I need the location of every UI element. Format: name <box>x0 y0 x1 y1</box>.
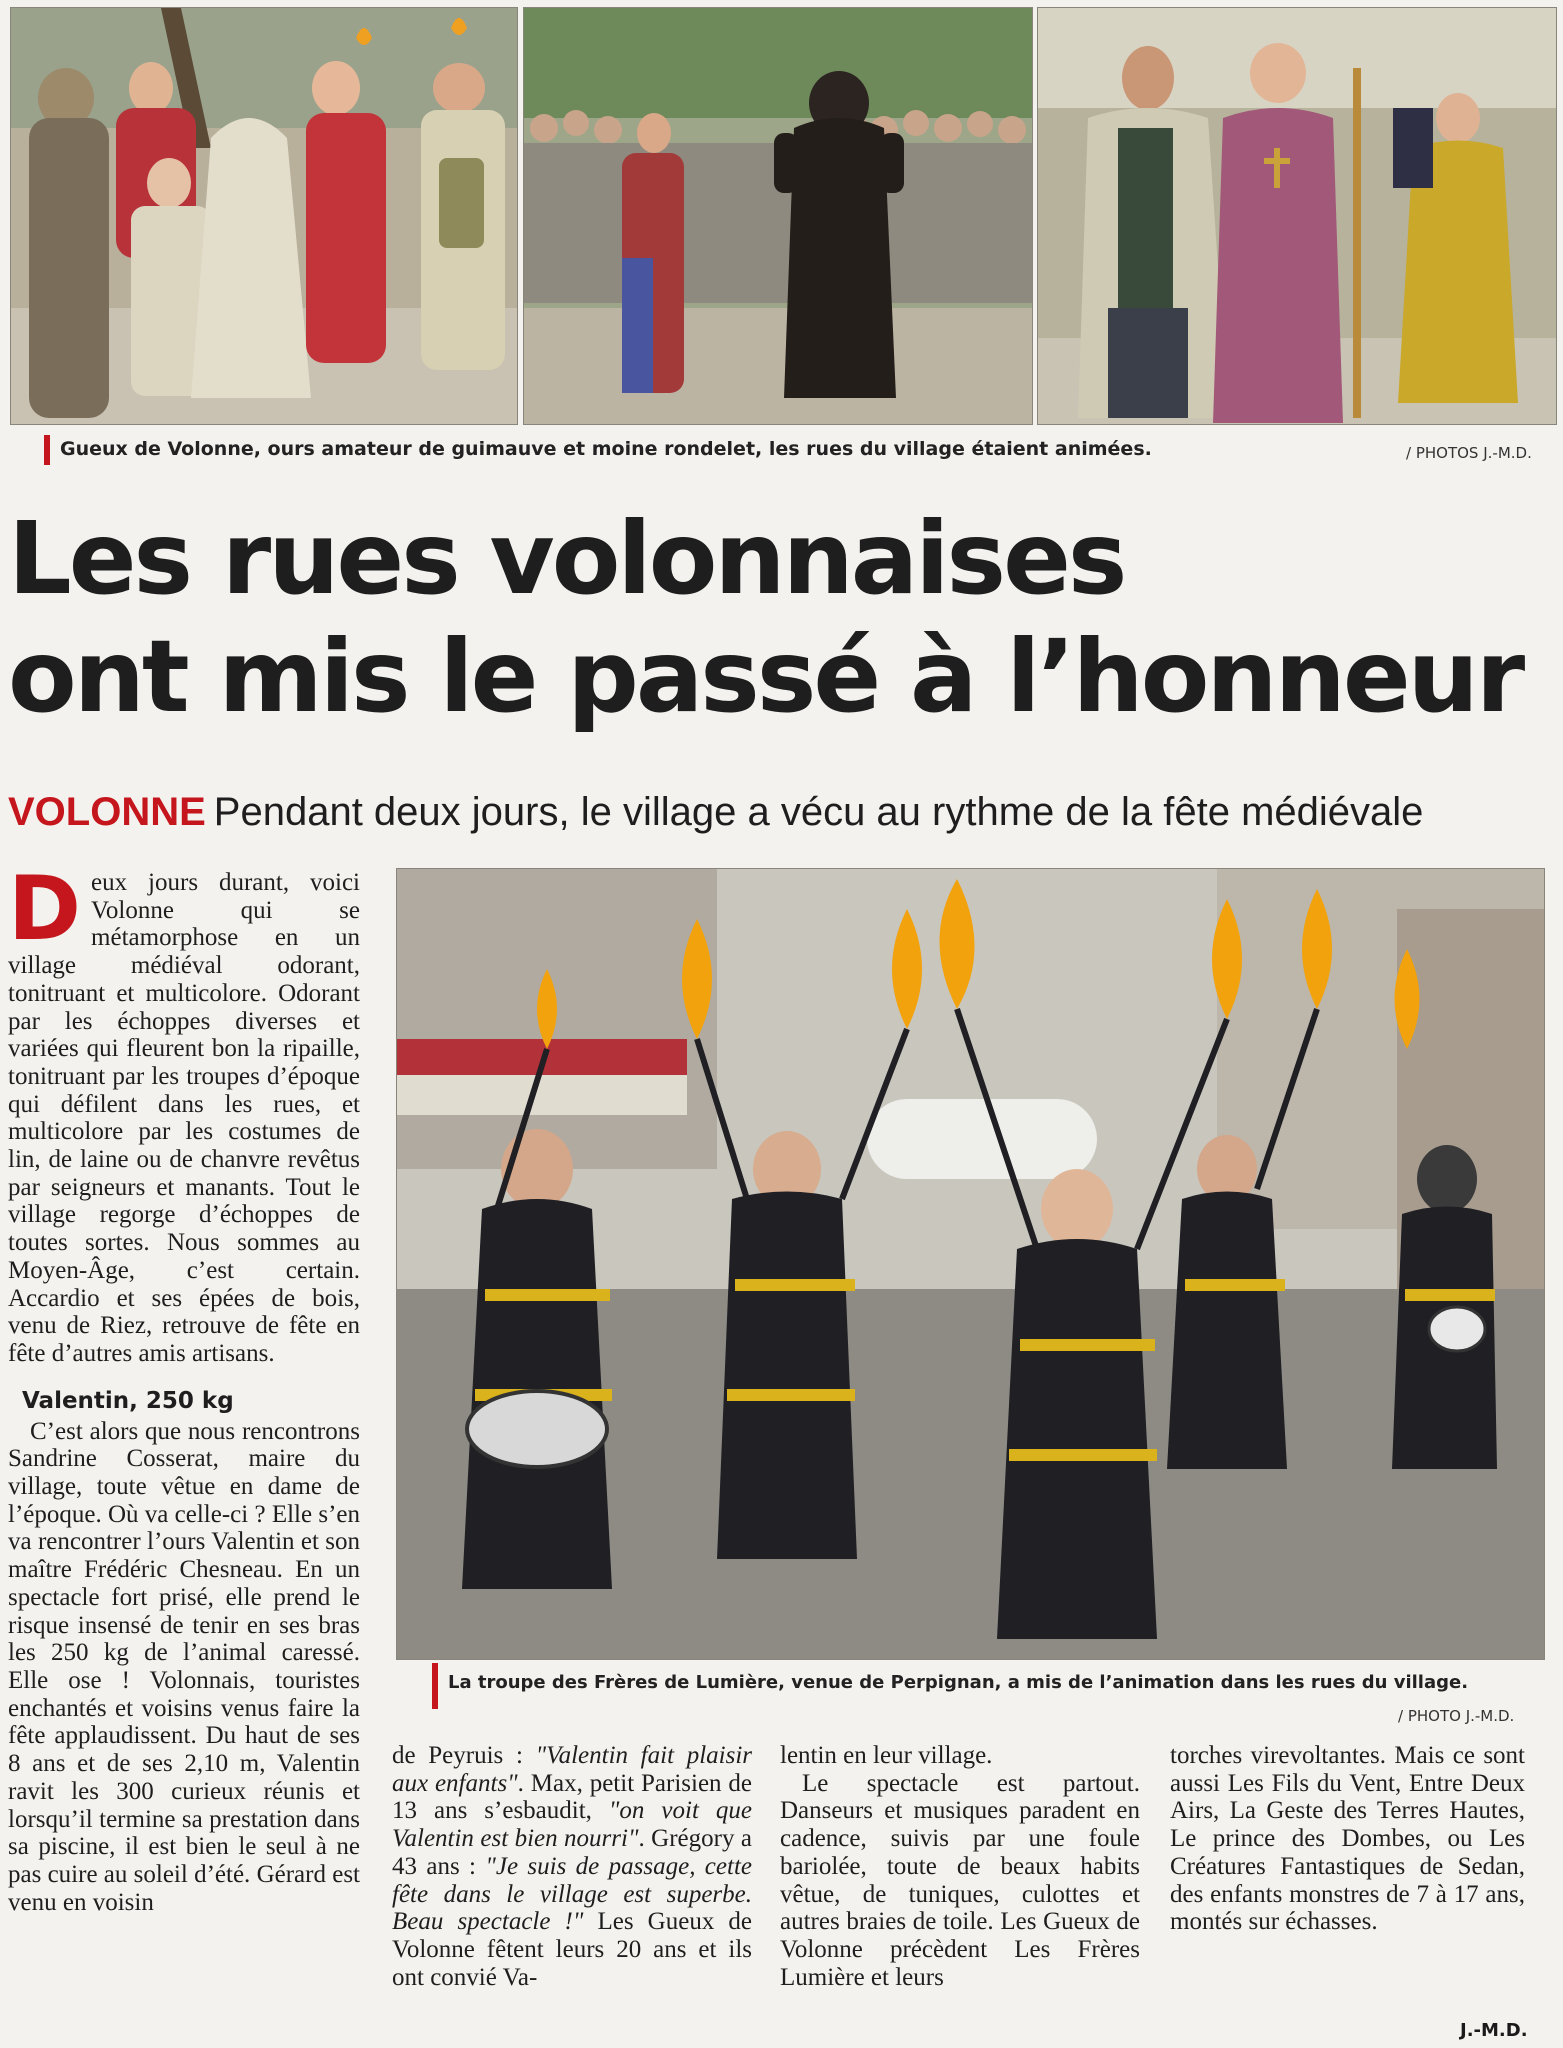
photo-ours-image <box>524 8 1032 424</box>
top-photos-credit: / PHOTOS J.-M.D. <box>1406 444 1532 462</box>
col4-text: torches virevoltantes. Mais ce sont aussi Les Fils du Vent, Entre Deux Airs, La Geste des Terres Hautes, Le prince des Dombes, ou Les Créatures Fantastiques de Sedan, des enfants monstres de 7 à 17 ans, montés sur échasses. <box>1170 1742 1525 1936</box>
deck-text: Pendant deux jours, le village a vécu au rythme de la fête médiévale <box>213 790 1424 834</box>
headline-line-2: ont mis le passé à l’honneur <box>8 618 1523 735</box>
col2-text-c: . Grégory a 43 ans : <box>392 1825 752 1880</box>
caption-marker <box>44 435 50 465</box>
article-signature: J.-M.D. <box>1460 2020 1528 2041</box>
col2-text-b: . Max, petit Parisien de 13 ans s’esbaudit, <box>392 1769 752 1825</box>
article-column-1 <box>8 857 360 1916</box>
deck-kicker: VOLONNE <box>8 790 206 834</box>
main-caption-marker <box>432 1663 438 1709</box>
article-column-2 <box>392 1742 752 1991</box>
top-photos-caption: Gueux de Volonne, ours amateur de guimauve et moine rondelet, les rues du village étaient animées. <box>60 438 1152 460</box>
article-column-4 <box>1170 1742 1525 1936</box>
main-photo-caption: La troupe des Frères de Lumière, venue de Perpignan, a mis de l’animation dans les rues du village. <box>448 1672 1469 1693</box>
article-column-3 <box>780 1742 1140 1991</box>
col2-text-d: Les Gueux de Volonne fêtent leurs 20 ans et ils ont convié Va- <box>392 1908 753 1991</box>
col2-text-a: de Peyruis : <box>392 1742 536 1769</box>
quote-gregory: "Je suis de passage, cette fête dans le village est superbe. Beau spectacle !" <box>392 1852 752 1936</box>
photo-gueux-image <box>11 8 517 424</box>
deck <box>8 787 1553 837</box>
col3-text-b: Le spectacle est partout. Danseurs et musiques paradent en cadence, suivis par une foule bariolée, toute de beaux habits vêtue, de tuniques, culottes et autres braies de toile. Les Gueux de Volonne précèdent Les Frères Lumière et leurs <box>780 1769 1140 1991</box>
photo-freres-de-lumiere <box>396 868 1545 1660</box>
main-photo-credit: / PHOTO J.-M.D. <box>1398 1707 1515 1725</box>
photo-troupe-image <box>397 869 1544 1659</box>
photo-moine-image <box>1038 8 1556 424</box>
dropcap: D <box>8 857 82 960</box>
photo-gueux <box>10 7 518 425</box>
article-intro: eux jours durant, voici Volonne qui se métamorphose en un village médiéval odorant, tonitruant et multicolore. Odorant par les échoppes diverses et variées qui fleurent bon la ripaille, tonitruant par les troupes d’époque qui défilent dans les rues, et multicolore par les costumes de lin, de laine ou de chanvre revêtus par seigneurs et manants. Tout le village regorge d’échoppes de toutes sortes. Nous sommes au Moyen-Âge, c’est certain. Accardio et ses épées de bois, venu de Riez, retrouve de fête en fête d’autres amis artisans. <box>8 869 360 1367</box>
photo-moine-rondelet <box>1037 7 1557 425</box>
quote-max: "on voit que Valentin est bien nourri" <box>392 1797 752 1853</box>
col3-text-a: lentin en leur village. <box>780 1742 993 1769</box>
headline <box>8 500 1548 736</box>
subhead-valentin: Valentin, 250 kg <box>22 1387 234 1414</box>
photo-ours-valentin <box>523 7 1033 425</box>
headline-line-1: Les rues volonnaises <box>8 500 1125 617</box>
article-col1-body: C’est alors que nous rencontrons Sandrine Cosserat, maire du village, toute vêtue en dame de l’époque. Où va celle-ci ? Elle s’en va rencontrer l’ours Valentin et son maître Frédéric Chesneau. En un spectacle fort prisé, elle prend le risque insensé de tenir en ses bras les 250 kg de l’animal caressé. Elle ose ! Volonnais, touristes enchantés et voisins venus faire la fête applaudissent. Du haut de ses 8 ans et de ses 2,10 m, Valentin ravit les 300 curieux réunis et lorsqu’il termine sa prestation dans sa piscine, il est bien le seul à ne pas cuire au soleil d’été. Gérard est venu en voisin <box>8 1417 360 1916</box>
quote-gerard: "Valentin fait plaisir aux enfants" <box>392 1742 752 1797</box>
